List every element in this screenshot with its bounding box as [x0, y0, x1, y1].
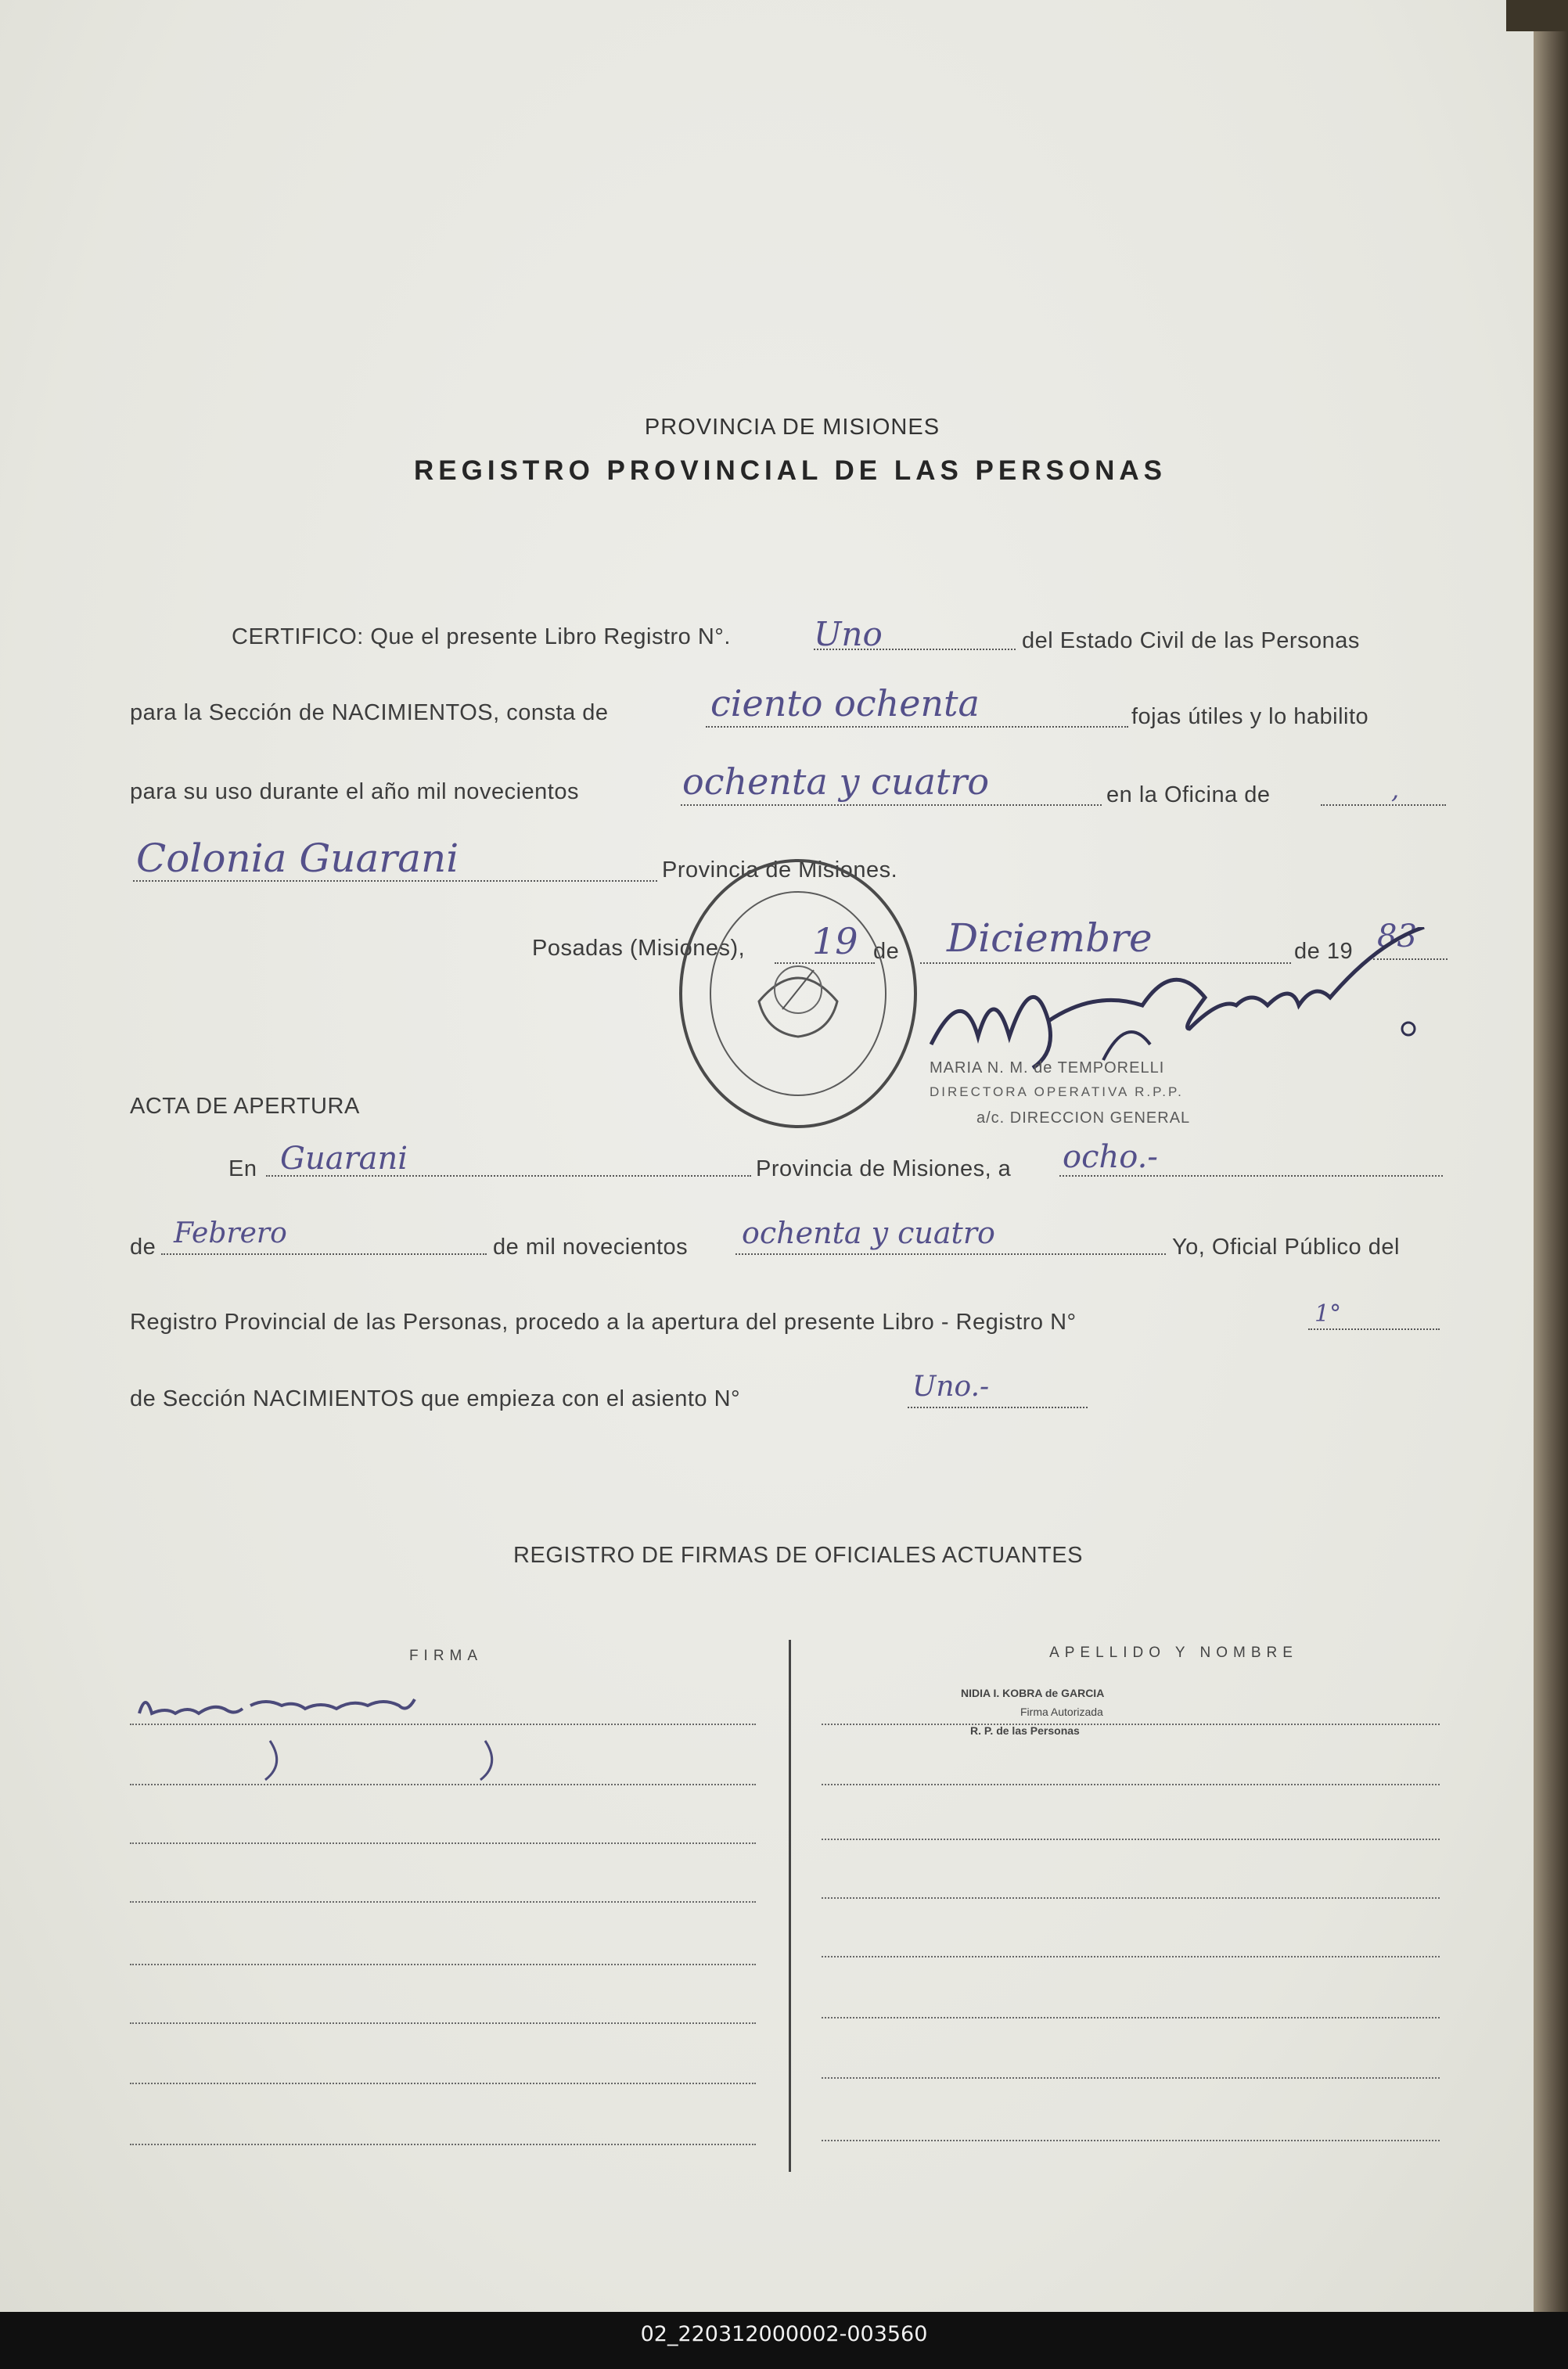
cert-line2-end: fojas útiles y lo habilito	[1131, 704, 1369, 729]
cert-book-number: Uno	[814, 615, 883, 653]
cert-line1-end: del Estado Civil de las Personas	[1022, 628, 1360, 653]
name-line	[822, 1956, 1440, 1957]
signature-line	[130, 1724, 756, 1725]
page-edge	[1534, 0, 1568, 2312]
fill-line	[1321, 804, 1446, 806]
name-line	[822, 1839, 1440, 1840]
cert-office: Colonia Guarani	[136, 836, 459, 881]
officer-signature	[133, 1682, 501, 1784]
fill-line	[681, 804, 1102, 806]
acta-year: ochenta y cuatro	[742, 1216, 995, 1250]
acta-l1-mid: Provincia de Misiones, a	[756, 1156, 1012, 1181]
cert-date-day: 19	[812, 920, 858, 962]
name-line	[822, 1784, 1440, 1785]
acta-book-number: 1°	[1314, 1300, 1342, 1328]
acta-l2-end: Yo, Oficial Público del	[1172, 1235, 1400, 1260]
cert-line1-text: CERTIFICO: Que el presente Libro Registro N°.	[232, 624, 731, 649]
signature-line	[130, 2083, 756, 2084]
acta-month: Febrero	[174, 1217, 287, 1249]
fill-line	[735, 1253, 1166, 1255]
director-signature	[915, 927, 1526, 1107]
name-line	[822, 2140, 1440, 2141]
fill-line	[1059, 1175, 1443, 1177]
header-province: PROVINCIA DE MISIONES	[644, 415, 940, 440]
cert-date-place: Posadas (Misiones),	[532, 936, 746, 961]
cert-line4-end: Provincia de Misiones.	[662, 857, 898, 883]
page-edge-top	[1506, 0, 1568, 31]
name-line	[822, 1724, 1440, 1725]
fill-line	[266, 1175, 751, 1177]
acta-l2-mid: de mil novecientos	[493, 1235, 689, 1260]
firmas-title: REGISTRO DE FIRMAS DE OFICIALES ACTUANTES	[513, 1543, 1083, 1568]
fill-line	[814, 649, 1016, 650]
signature-line	[130, 1784, 756, 1785]
name-line	[822, 1897, 1440, 1899]
signature-line	[130, 2022, 756, 2024]
mark: ,	[1391, 775, 1400, 804]
cert-date-year: 83	[1377, 918, 1417, 954]
officer-stamp-role: Firma Autorizada	[1020, 1706, 1103, 1718]
cert-date-month: Diciembre	[947, 915, 1153, 961]
col-apellido-nombre: APELLIDO Y NOMBRE	[1049, 1645, 1298, 1661]
fill-line	[908, 1407, 1088, 1408]
name-line	[822, 2017, 1440, 2019]
footer-id: 02_220312000002-003560	[640, 2322, 928, 2346]
fill-line	[161, 1253, 487, 1255]
officer-stamp-office: R. P. de las Personas	[970, 1724, 1080, 1737]
fill-line	[133, 880, 657, 882]
cert-date-de2: de 19	[1294, 939, 1354, 964]
signature-line	[130, 1842, 756, 1844]
signature-line	[130, 2144, 756, 2145]
cert-date-de: de	[873, 939, 900, 964]
fill-line	[1308, 1328, 1440, 1330]
stamp-office: a/c. DIRECCION GENERAL	[976, 1109, 1191, 1127]
col-firma: FIRMA	[408, 1648, 484, 1664]
name-line	[822, 2077, 1440, 2079]
signature-line	[130, 1901, 756, 1903]
stamp-name: MARIA N. M. de TEMPORELLI	[930, 1059, 1165, 1077]
cert-line3-text: para su uso durante el año mil novecientos	[130, 779, 579, 804]
fill-line	[706, 726, 1128, 728]
cert-pages: ciento ochenta	[710, 682, 980, 724]
acta-entry-number: Uno.-	[912, 1371, 990, 1403]
column-divider	[789, 1640, 791, 2172]
header-registry: REGISTRO PROVINCIAL DE LAS PERSONAS	[414, 455, 1167, 486]
acta-day: ocho.-	[1063, 1139, 1158, 1175]
round-seal	[665, 853, 931, 1134]
acta-heading: ACTA DE APERTURA	[130, 1094, 360, 1119]
acta-l2-text: de	[130, 1235, 156, 1260]
cert-line3-end: en la Oficina de	[1106, 782, 1271, 807]
acta-l1-text: En	[228, 1156, 257, 1181]
stamp-role: DIRECTORA OPERATIVA R.P.P.	[930, 1084, 1184, 1099]
signature-line	[130, 1964, 756, 1965]
acta-l3-text: Registro Provincial de las Personas, procedo a la apertura del presente Libro - Registro N°	[130, 1310, 1077, 1335]
acta-place: Guarani	[280, 1141, 408, 1177]
cert-year: ochenta y cuatro	[682, 760, 990, 803]
officer-stamp-name: NIDIA I. KOBRA de GARCIA	[961, 1687, 1105, 1699]
acta-l4-text: de Sección NACIMIENTOS que empieza con el asiento N°	[130, 1386, 741, 1411]
cert-line2-text: para la Sección de NACIMIENTOS, consta de	[130, 700, 609, 725]
